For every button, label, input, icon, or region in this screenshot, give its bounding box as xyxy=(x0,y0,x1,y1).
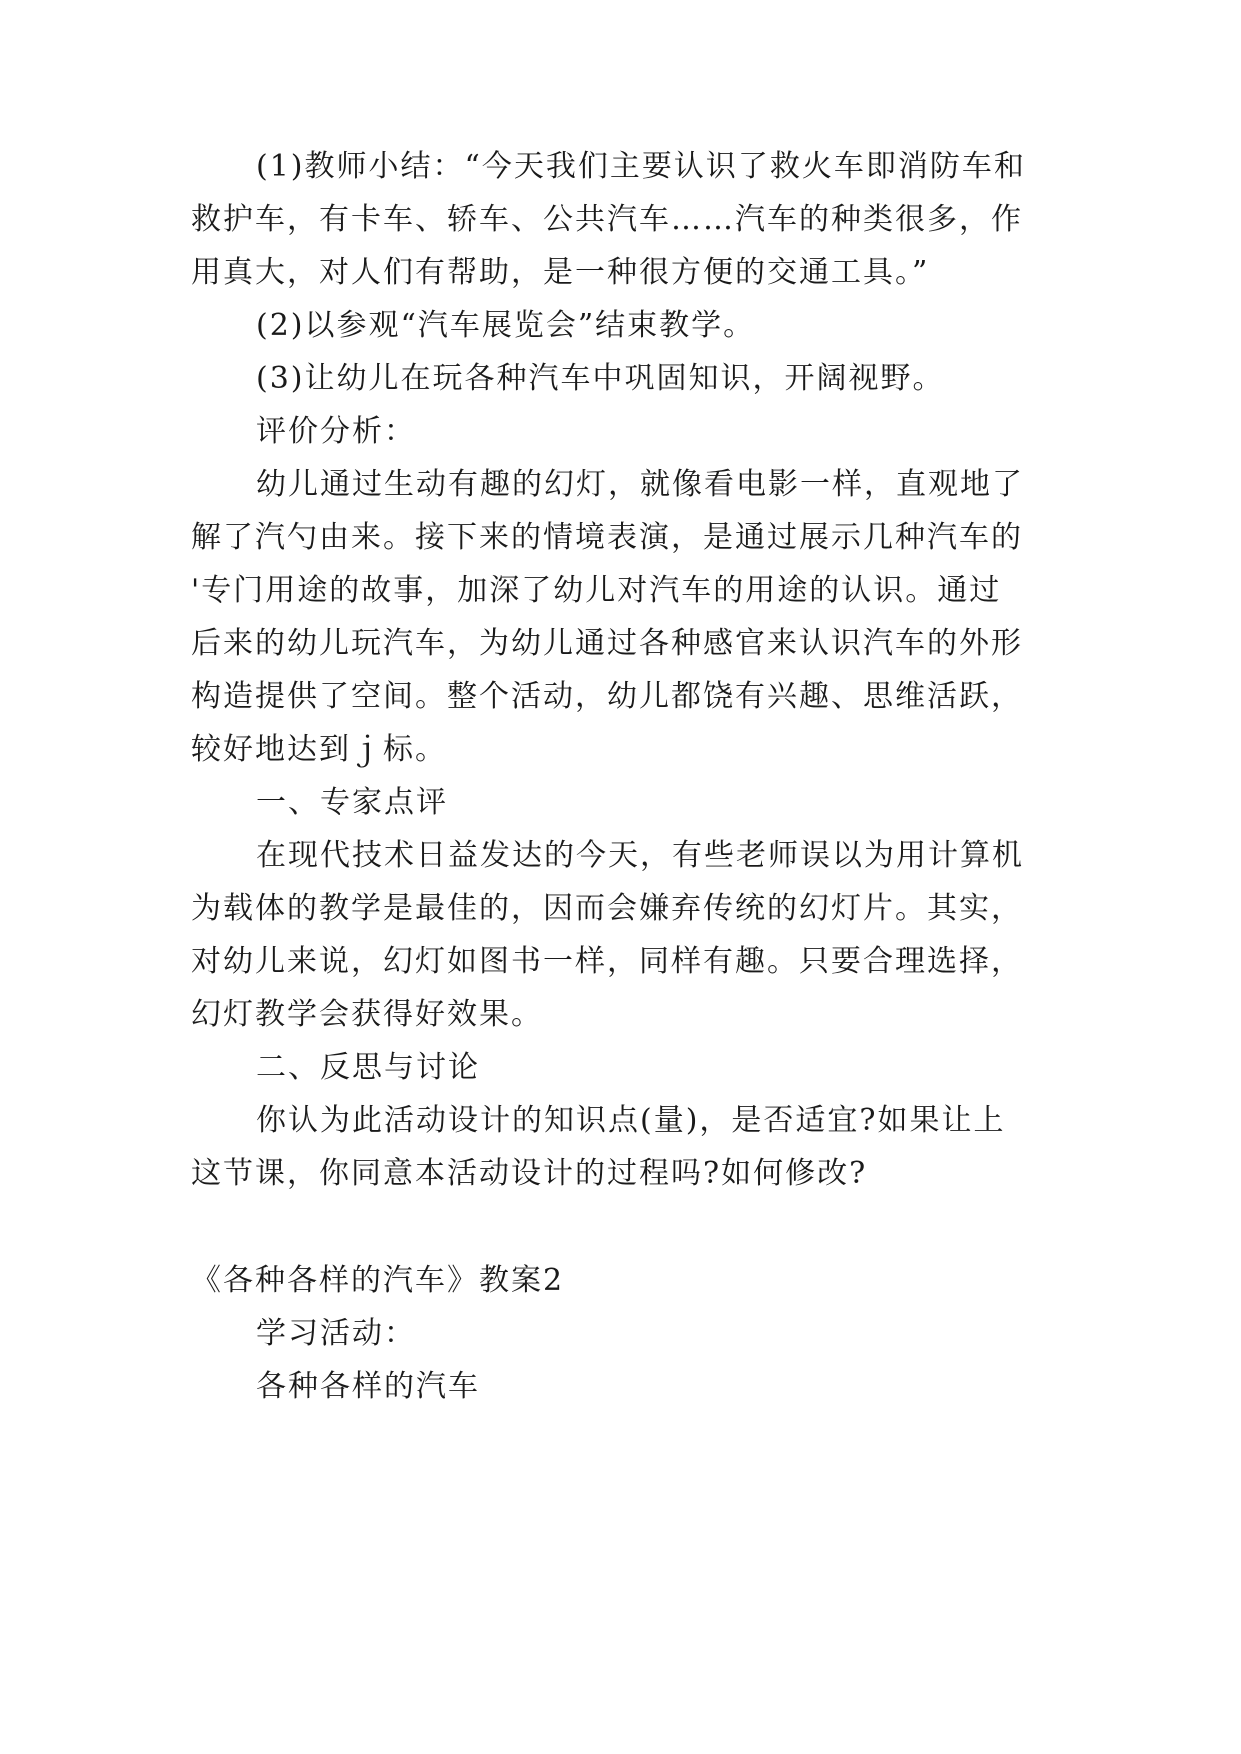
paragraph-1-line-2: 救护车，有卡车、轿车、公共汽车……汽车的种类很多，作 xyxy=(191,202,1023,237)
paragraph-5-line-2: 为载体的教学是最佳的，因而会嫌弃传统的幻灯片。其实， xyxy=(191,891,1023,926)
paragraph-1-line-1: (1)教师小结：“今天我们主要认识了救火车即消防车和 xyxy=(256,149,1026,184)
paragraph-4-line-4: 后来的幼儿玩汽车，为幼儿通过各种感官来认识汽车的外形 xyxy=(191,626,1023,661)
paragraph-3: (3)让幼儿在玩各种汽车中巩固知识，开阔视野。 xyxy=(256,361,945,396)
learning-activity-label: 学习活动： xyxy=(256,1316,416,1351)
paragraph-5-line-1: 在现代技术日益发达的今天，有些老师误以为用计算机 xyxy=(256,838,1024,873)
paragraph-4-line-1: 幼儿通过生动有趣的幻灯，就像看电影一样，直观地了 xyxy=(256,467,1024,502)
paragraph-4-line-5: 构造提供了空间。整个活动，幼儿都饶有兴趣、思维活跃， xyxy=(191,679,1023,714)
heading-evaluation: 评价分析： xyxy=(256,414,416,449)
heading-reflection: 二、反思与讨论 xyxy=(256,1050,480,1085)
paragraph-5-line-3: 对幼儿来说，幻灯如图书一样，同样有趣。只要合理选择， xyxy=(191,944,1023,979)
paragraph-6-line-1: 你认为此活动设计的知识点(量)，是否适宜?如果让上 xyxy=(256,1103,1006,1138)
learning-activity-value: 各种各样的汽车 xyxy=(256,1369,480,1404)
paragraph-4-line-2: 解了汽勺由来。接下来的情境表演，是通过展示几种汽车的 xyxy=(191,520,1023,555)
paragraph-2: (2)以参观“汽车展览会”结束教学。 xyxy=(256,308,756,343)
paragraph-4-line-6: 较好地达到ｊ标。 xyxy=(191,732,447,767)
paragraph-6-line-2: 这节课，你同意本活动设计的过程吗?如何修改? xyxy=(191,1156,868,1191)
paragraph-4-line-3: '专门用途的故事，加深了幼儿对汽车的用途的认识。通过 xyxy=(191,573,1002,608)
lesson-2-title: 《各种各样的汽车》教案2 xyxy=(191,1263,565,1298)
heading-expert-review: 一、专家点评 xyxy=(256,785,448,820)
paragraph-1-line-3: 用真大，对人们有帮助，是一种很方便的交通工具。” xyxy=(191,255,930,290)
paragraph-5-line-4: 幻灯教学会获得好效果。 xyxy=(191,997,543,1032)
